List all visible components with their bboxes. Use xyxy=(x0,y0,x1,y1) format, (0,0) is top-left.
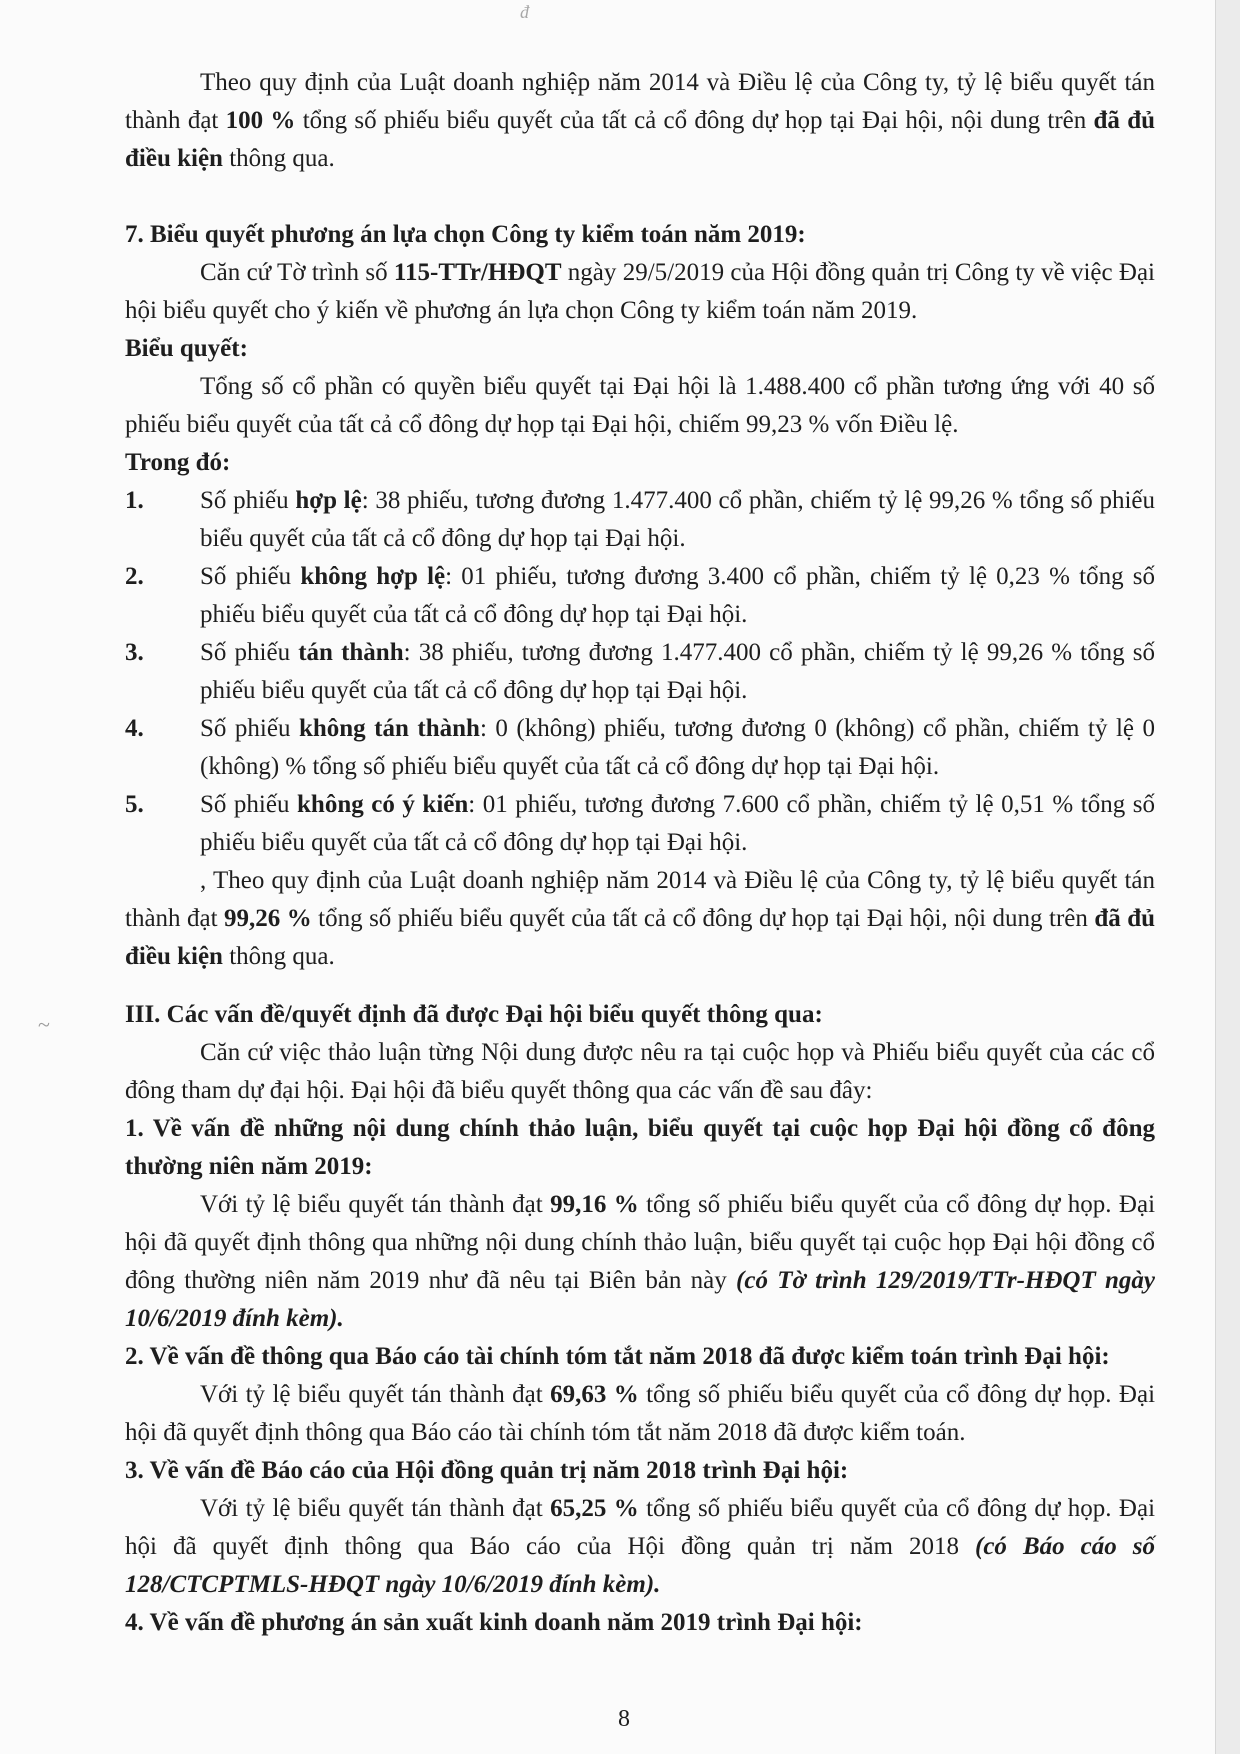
document-body xyxy=(125,64,1155,1642)
item-1-body: Với tỷ lệ biểu quyết tán thành đạt 99,16 % tổng số phiếu biểu quyết của cổ đông dự họp. Đại hội đã quyết định thông qua những nội dung chính thảo luận, biểu quyết tại cuộc họp Đại hội đồng cổ đông thường niên năm 2019 như đã nêu tại Biên bản này (có Tờ trình 129/2019/TTr-HĐQT ngày 10/6/2019 đính kèm). xyxy=(125,1191,1156,1332)
item-3-heading: 3. Về vấn đề Báo cáo của Hội đồng quản trị năm 2018 trình Đại hội: xyxy=(125,1457,849,1484)
vote-item: 3. Số phiếu tán thành: 38 phiếu, tương đương 1.477.400 cổ phần, chiếm tỷ lệ 99,26 % tổng số phiếu biểu quyết của tất cả cổ đông dự họp tại Đại hội. xyxy=(125,639,1155,704)
section-7-heading: 7. Biểu quyết phương án lựa chọn Công ty kiểm toán năm 2019: xyxy=(125,221,806,248)
vote-item: 2. Số phiếu không hợp lệ: 01 phiếu, tương đương 3.400 cổ phần, chiếm tỷ lệ 0,23 % tổng số phiếu biểu quyết của tất cả cổ đông dự họp tại Đại hội. xyxy=(125,563,1155,628)
item-3-body: Với tỷ lệ biểu quyết tán thành đạt 65,25 % tổng số phiếu biểu quyết của cổ đông dự họp. Đại hội đã quyết định thông qua Báo cáo của Hội đồng quản trị năm 2018 (có Báo cáo số 128/CTCPTMLS-HĐQT ngày 10/6/2019 đính kèm). xyxy=(125,1495,1156,1598)
page-number: 8 xyxy=(618,1706,630,1732)
item-1-heading: 1. Về vấn đề những nội dung chính thảo luận, biểu quyết tại cuộc họp Đại hội đồng cổ đông thường niên năm 2019: xyxy=(125,1115,1155,1180)
section-7-basis: Căn cứ Tờ trình số 115-TTr/HĐQT ngày 29/5/2019 của Hội đồng quản trị Công ty về việc Đại hội biểu quyết cho ý kiến về phương án lựa chọn Công ty kiểm toán năm 2019. xyxy=(125,259,1155,324)
item-2-body: Với tỷ lệ biểu quyết tán thành đạt 69,63 % tổng số phiếu biểu quyết của cổ đông dự họp. Đại hội đã quyết định thông qua Báo cáo tài chính tóm tắt năm 2018 đã được kiểm toán. xyxy=(125,1381,1156,1446)
vote-label: Biểu quyết: xyxy=(125,335,248,362)
vote-total: Tổng số cổ phần có quyền biểu quyết tại Đại hội là 1.488.400 cổ phần tương ứng với 40 số phiếu biểu quyết của tất cả cổ đông dự họp tại Đại hội, chiếm 99,23 % vốn Điều lệ. xyxy=(125,373,1155,438)
vote-item: 1. Số phiếu hợp lệ: 38 phiếu, tương đương 1.477.400 cổ phần, chiếm tỷ lệ 99,26 % tổng số phiếu biểu quyết của tất cả cổ đông dự họp tại Đại hội. xyxy=(125,487,1156,552)
section-III-intro: Căn cứ việc thảo luận từng Nội dung được nêu ra tại cuộc họp và Phiếu biểu quyết của các cổ đông tham dự đại hội. Đại hội đã biểu quyết thông qua các vấn đề sau đây: xyxy=(125,1039,1155,1104)
section-III-heading: III. Các vấn đề/quyết định đã được Đại hội biểu quyết thông qua: xyxy=(125,1001,823,1028)
among-label: Trong đó: xyxy=(125,449,231,476)
header-mark: đ xyxy=(520,2,530,22)
item-2-heading: 2. Về vấn đề thông qua Báo cáo tài chính tóm tắt năm 2018 đã được kiểm toán trình Đại hội: xyxy=(125,1343,1110,1370)
vote-item: 5. Số phiếu không có ý kiến: 01 phiếu, tương đương 7.600 cổ phần, chiếm tỷ lệ 0,51 % tổng số phiếu biểu quyết của tất cả cổ đông dự họp tại Đại hội. xyxy=(125,791,1155,856)
section-7-conclusion: , Theo quy định của Luật doanh nghiệp năm 2014 và Điều lệ của Công ty, tỷ lệ biểu quyết tán thành đạt 99,26 % tổng số phiếu biểu quyết của tất cả cổ đông dự họp tại Đại hội, nội dung trên đã đủ điều kiện thông qua. xyxy=(125,867,1155,970)
paragraph-approval-100: Theo quy định của Luật doanh nghiệp năm 2014 và Điều lệ của Công ty, tỷ lệ biểu quyết tán thành đạt 100 % tổng số phiếu biểu quyết của tất cả cổ đông dự họp tại Đại hội, nội dung trên đã đủ điều kiện thông qua. xyxy=(125,69,1155,172)
scan-smudge: ~ xyxy=(38,1012,50,1037)
scan-edge xyxy=(1215,0,1240,1754)
vote-item: 4. Số phiếu không tán thành: 0 (không) phiếu, tương đương 0 (không) cổ phần, chiếm tỷ lệ 0 (không) % tổng số phiếu biểu quyết của tất cả cổ đông dự họp tại Đại hội. xyxy=(125,715,1155,780)
item-4-heading: 4. Về vấn đề phương án sản xuất kinh doanh năm 2019 trình Đại hội: xyxy=(125,1609,863,1636)
